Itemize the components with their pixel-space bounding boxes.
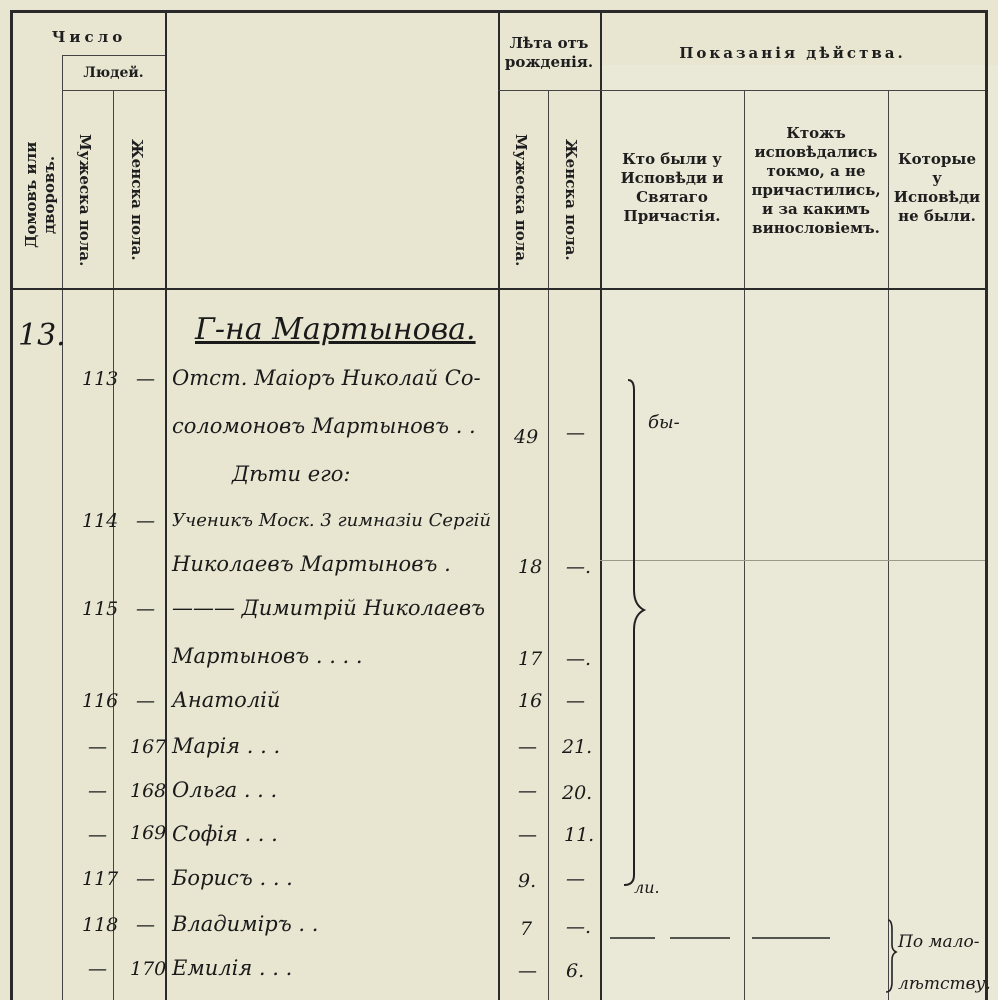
row7-age-f: —. bbox=[566, 648, 592, 670]
hdr-col-b: Ктожъ исповѣдались токмо, а не причастились, и за какимъ винословіемъ. bbox=[751, 124, 881, 237]
row6-m: 115 bbox=[82, 598, 119, 620]
hdr-col-a: Кто были у Исповѣди и Святаго Причастія. bbox=[620, 150, 724, 225]
row10-age-f: 20. bbox=[562, 782, 593, 804]
row13-age-f: —. bbox=[566, 916, 592, 938]
row11-f: 169 bbox=[130, 822, 167, 844]
row12-age-f: — bbox=[566, 868, 585, 890]
row9-text: Марія . . . bbox=[172, 734, 281, 758]
hdr-line-leta bbox=[498, 90, 600, 91]
row11-age-m: — bbox=[518, 824, 537, 846]
row10-f: 168 bbox=[130, 780, 167, 802]
row14-m: — bbox=[88, 958, 107, 980]
row7-age-m: 17 bbox=[518, 648, 543, 670]
row2-text: соломоновъ Мартыновъ . . bbox=[172, 414, 476, 438]
hdr-leta-muzh: Мужеска пола. bbox=[512, 133, 530, 267]
row9-m: — bbox=[88, 736, 107, 758]
frame-left bbox=[10, 10, 13, 1000]
hdr-muzh: Мужеска пола. bbox=[76, 133, 94, 267]
family-heading: Г-на Мартынова. bbox=[195, 312, 476, 347]
hdr-zhen: Женска пола. bbox=[128, 139, 146, 261]
col-line-3 bbox=[165, 10, 167, 1000]
right-note-2: лѣтству. bbox=[898, 974, 991, 994]
row14-age-m: — bbox=[518, 960, 537, 982]
row8-text: Анатолій bbox=[172, 688, 281, 712]
row7-text: Мартыновъ . . . . bbox=[172, 644, 363, 668]
hdr-leta: Лѣта отъ рожденія. bbox=[504, 34, 594, 71]
col-line-4 bbox=[498, 10, 500, 1000]
row8-f: — bbox=[136, 690, 155, 712]
row4-f: — bbox=[136, 510, 155, 532]
row10-m: — bbox=[88, 780, 107, 802]
row12-note: ли. bbox=[634, 878, 660, 897]
row3-text: Дѣти его: bbox=[232, 462, 351, 486]
row12-age-m: 9. bbox=[518, 870, 537, 892]
row13-age-m: 7 bbox=[520, 918, 533, 940]
house-number: 13. bbox=[18, 318, 66, 353]
row1-m: 113 bbox=[82, 368, 119, 390]
row5-text: Николаевъ Мартыновъ . bbox=[172, 552, 451, 576]
row2-age-m: 49 bbox=[514, 426, 539, 448]
col-line-2 bbox=[113, 90, 114, 1000]
row10-text: Ольга . . . bbox=[172, 778, 278, 802]
hdr-line-lyudei bbox=[62, 90, 165, 91]
small-brace bbox=[886, 920, 896, 992]
row6-f: — bbox=[136, 598, 155, 620]
hdr-domov: Домовъ или дворовъ. bbox=[22, 141, 58, 249]
row12-m: 117 bbox=[82, 868, 119, 890]
row5-age-m: 18 bbox=[518, 556, 543, 578]
row10-age-m: — bbox=[518, 780, 537, 802]
row13-text: Владиміръ . . bbox=[172, 912, 319, 936]
row12-f: — bbox=[136, 868, 155, 890]
hdr-line-pokaz bbox=[600, 90, 985, 91]
row11-age-f: 11. bbox=[564, 824, 595, 846]
row4-text: Ученикъ Моск. 3 гимназіи Сергій bbox=[172, 510, 491, 531]
row8-m: 116 bbox=[82, 690, 119, 712]
hdr-line-chislo bbox=[62, 55, 165, 56]
row13-m: 118 bbox=[82, 914, 119, 936]
row1-f: — bbox=[136, 368, 155, 390]
col-line-5 bbox=[548, 90, 549, 1000]
row2-age-f: — bbox=[566, 422, 585, 444]
row9-age-f: 21. bbox=[562, 736, 593, 758]
row14-f: 170 bbox=[130, 958, 167, 980]
row13-f: — bbox=[136, 914, 155, 936]
col-line-1 bbox=[62, 55, 63, 1000]
row2-note: бы- bbox=[648, 412, 680, 433]
right-note-1: По мало- bbox=[898, 932, 980, 952]
row1-text: Отст. Маіоръ Николай Со- bbox=[172, 366, 481, 390]
hdr-chislo: Число bbox=[51, 28, 127, 46]
row9-age-m: — bbox=[518, 736, 537, 758]
hdr-col-c: Которые у Исповѣди не были. bbox=[893, 150, 981, 225]
row11-m: — bbox=[88, 824, 107, 846]
row8-age-f: — bbox=[566, 690, 585, 712]
row4-m: 114 bbox=[82, 510, 119, 532]
hdr-lyudei: Людей. bbox=[83, 65, 144, 81]
header-bottom-line bbox=[10, 288, 988, 290]
hdr-pokazaniya: Показанія дѣйства. bbox=[679, 44, 906, 62]
row5-age-f: —. bbox=[566, 556, 592, 578]
row11-text: Софія . . . bbox=[172, 822, 278, 846]
bracket-marks bbox=[600, 370, 998, 1000]
row8-age-m: 16 bbox=[518, 690, 543, 712]
row14-age-f: 6. bbox=[566, 960, 585, 982]
row6-text: ——— Димитрій Николаевъ bbox=[172, 596, 486, 620]
row12-text: Борисъ . . . bbox=[172, 866, 293, 890]
row14-text: Емилія . . . bbox=[172, 956, 293, 980]
row9-f: 167 bbox=[130, 736, 167, 758]
large-brace bbox=[624, 380, 644, 885]
hdr-leta-zhen: Женска пола. bbox=[562, 139, 580, 261]
